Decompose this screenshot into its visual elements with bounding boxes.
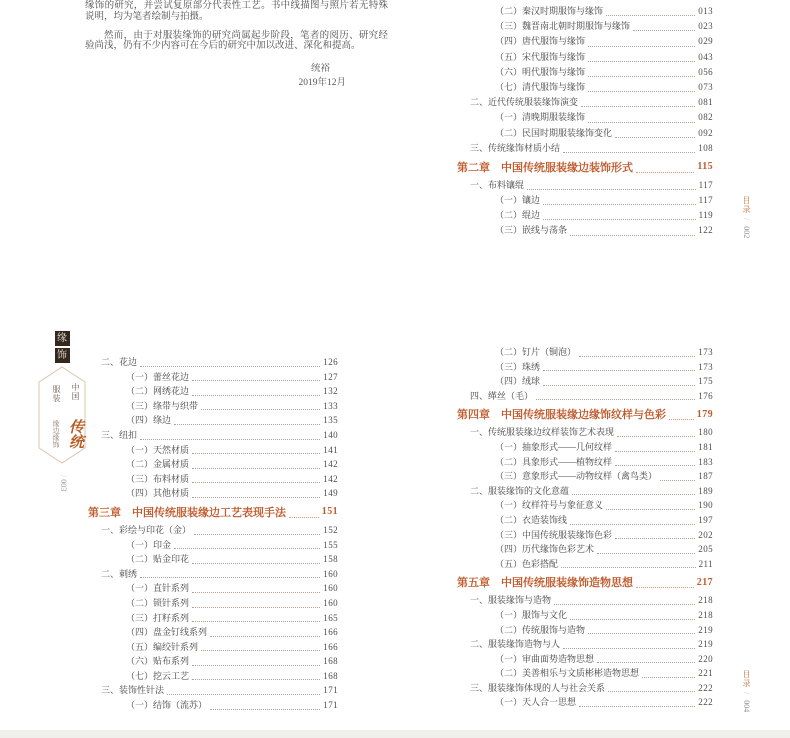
toc-entry-page: 189 (698, 485, 713, 496)
dot-leader (140, 366, 320, 367)
dot-leader (633, 30, 695, 31)
dot-leader (192, 395, 320, 396)
toc-entry-label: 一、传统服装缘边纹样装饰艺术表现 (470, 427, 615, 438)
dot-leader (579, 356, 695, 357)
toc-entry-label: （五）色彩搭配 (495, 558, 559, 569)
toc-entry-label: 三、服装缘饰体现的人与社会关系 (470, 682, 606, 693)
preface-paragraph: 然而，由于对服装缘饰的研究尚属起步阶段，笔者的阅历、研究经验尚浅，仍有不少内容可在今后的研究中加以改进、深化和提高。 (85, 30, 388, 52)
dot-leader (606, 509, 695, 510)
toc-entry-label: （一）直针系列 (126, 583, 190, 594)
dot-leader (194, 534, 320, 535)
toc-entry (88, 625, 338, 640)
toc-entry-page: 043 (698, 51, 713, 62)
dot-leader (561, 567, 696, 568)
toc-entry-label: （二）钉片（铜泡） (495, 347, 577, 357)
toc-entry (457, 652, 713, 667)
dot-leader (570, 524, 695, 525)
toc-entry-page: 122 (698, 225, 713, 236)
toc-entry-page: 183 (698, 456, 713, 467)
toc-entry-page: 155 (323, 539, 338, 550)
dot-leader (192, 380, 320, 381)
toc-chapter-entry (457, 403, 713, 425)
dot-leader (167, 694, 320, 695)
toc-entry (457, 542, 713, 557)
toc-entry-label: （三）意象形式——动物纹样（禽鸟类） (495, 471, 658, 482)
toc-entry-page: 173 (698, 347, 713, 357)
toc-entry-page: 119 (698, 210, 713, 221)
toc-entry-label: （四）唐代服饰与缘饰 (495, 36, 586, 47)
toc-entry-page: 023 (698, 21, 713, 32)
toc-entry-label: （三）嵌线与荡条 (495, 225, 568, 236)
dot-leader (570, 619, 695, 620)
toc-entry (457, 110, 713, 125)
toc-entry-label: （二）秦汉时期服饰与缘饰 (495, 6, 604, 16)
preface-date: 2019年12月 (298, 77, 346, 88)
dot-leader (192, 563, 320, 564)
logo-page-no: 003 (59, 479, 68, 492)
dot-leader (192, 621, 320, 622)
toc-entry-label: 第三章 中国传统服装缘边工艺表现手法 (88, 506, 286, 519)
dot-leader (642, 677, 695, 678)
toc-entry-page: 029 (698, 36, 713, 47)
dot-leader (588, 91, 695, 92)
toc-entry (457, 469, 713, 484)
toc-entry-page: 082 (698, 112, 713, 123)
dot-leader (201, 650, 320, 651)
toc-entry (457, 34, 713, 49)
preface-text-block (85, 1, 388, 89)
toc-entry-label: （二）衣造装饰线 (495, 514, 568, 525)
toc-entry (88, 581, 338, 596)
dot-leader (192, 679, 320, 680)
toc-entry-label: （二）锁针系列 (126, 597, 190, 608)
toc-entry-page: 127 (323, 371, 338, 382)
toc-entry-label: （六）贴布系列 (126, 656, 190, 667)
toc-entry-label: （四）绦边 (126, 415, 172, 426)
toc-entry (457, 528, 713, 543)
dot-leader (636, 172, 694, 173)
toc-entry-page: 158 (323, 554, 338, 565)
edge-marker-page-number: 004 (742, 700, 751, 713)
toc-entry-label: （三）打籽系列 (126, 612, 190, 623)
toc-entry (457, 374, 713, 389)
logo-title-text (38, 370, 86, 462)
toc-entry (457, 389, 713, 404)
toc-entry-label: （一）审曲面势造物思想 (495, 653, 595, 664)
dot-leader (192, 607, 320, 608)
toc-entry-label: （一）蕾丝花边 (126, 371, 190, 382)
toc-entry-label: （二）金属材质 (126, 459, 190, 470)
toc-entry-page: 142 (323, 459, 338, 470)
dot-leader (597, 553, 695, 554)
toc-entry (88, 399, 338, 414)
toc-entry-label: 一、布料镶绲 (470, 179, 525, 190)
dot-leader (210, 636, 320, 637)
dot-leader (289, 517, 319, 518)
dot-leader (588, 122, 695, 123)
toc-entry (457, 608, 713, 623)
toc-entry (457, 455, 713, 470)
dot-leader (615, 465, 695, 466)
logo-calligraphy: 传统 (67, 418, 83, 449)
edge-marker-slash: / (742, 692, 751, 697)
toc-entry-page: 013 (698, 6, 713, 16)
book-spine-logo (38, 331, 86, 498)
toc-entry (457, 557, 713, 572)
toc-entry (88, 611, 338, 626)
toc-entry-page: 181 (698, 441, 713, 452)
toc-entry-page: 168 (323, 656, 338, 667)
toc-entry-page: 218 (698, 609, 713, 620)
toc-entry (88, 698, 338, 713)
toc-entry (88, 538, 338, 553)
logo-subtitle: 缘边缘饰 (52, 419, 60, 448)
edge-marker-page-number: 002 (742, 226, 751, 239)
toc-entry-label: 二、服装缘饰的文化意蕴 (470, 485, 570, 496)
toc-entry-label: 二、花边 (101, 357, 138, 367)
toc-entry (457, 178, 713, 193)
dot-leader (543, 204, 696, 205)
toc-entry-label: （五）编绞针系列 (126, 641, 199, 652)
dot-leader (581, 106, 695, 107)
seal-stamp-icon: 饰 (55, 348, 70, 363)
toc-entry-page: 149 (323, 488, 338, 499)
toc-entry (457, 484, 713, 499)
toc-entry-page: 222 (698, 682, 713, 693)
toc-entry (457, 223, 713, 238)
dot-leader (563, 152, 695, 153)
logo-hexagon-frame (38, 366, 86, 464)
toc-entry-page: 141 (323, 444, 338, 455)
toc-entry-page: 132 (323, 386, 338, 397)
toc-entry-label: （三）魏晋南北朝时期服饰与缘饰 (495, 21, 631, 32)
toc-entry (457, 193, 713, 208)
toc-entry-label: （二）绲边 (495, 210, 541, 221)
toc-entry-page: 176 (698, 390, 713, 401)
toc-entry-label: （一）抽象形式——几何纹样 (495, 441, 613, 452)
toc-entry-page: 197 (698, 514, 713, 525)
toc-entry-page: 211 (698, 558, 713, 569)
toc-entry-label: （三）布料材质 (126, 473, 190, 484)
toc-entry (88, 457, 338, 472)
toc-column-bottom-right (457, 345, 713, 710)
toc-entry-page: 117 (698, 179, 713, 190)
toc-entry-label: （七）挖云工艺 (126, 670, 190, 681)
dot-leader (597, 662, 695, 663)
toc-entry-page: 151 (321, 506, 338, 518)
toc-entry-page: 220 (698, 653, 713, 664)
dot-leader (543, 385, 695, 386)
toc-entry (88, 596, 338, 611)
toc-entry (457, 126, 713, 141)
dot-leader (636, 587, 694, 588)
toc-entry (457, 80, 713, 95)
toc-entry (457, 637, 713, 652)
toc-entry-label: 第四章 中国传统服装缘边缘饰纹样与色彩 (457, 409, 666, 422)
toc-chapter-entry (457, 156, 713, 178)
toc-entry-page: 202 (698, 529, 713, 540)
toc-chapter-entry (457, 571, 713, 593)
toc-entry-label: （四）历代缘饰色彩艺术 (495, 544, 595, 555)
toc-entry (457, 666, 713, 681)
toc-entry (457, 440, 713, 455)
toc-entry (457, 498, 713, 513)
toc-entry-label: （四）盘金钉线系列 (126, 627, 208, 638)
toc-entry-page: 219 (698, 624, 713, 635)
toc-entry-label: （一）服饰与文化 (495, 609, 568, 620)
toc-entry-page: 221 (698, 668, 713, 679)
toc-entry-label: 第五章 中国传统服装缘饰造物思想 (457, 577, 633, 590)
toc-entry (88, 567, 338, 582)
edge-marker-slash: / (742, 218, 751, 223)
toc-entry-page: 218 (698, 595, 713, 606)
edge-marker-contents (741, 670, 751, 732)
dot-leader (140, 439, 320, 440)
toc-entry-label: 二、刺绣 (101, 568, 138, 579)
toc-entry-page: 142 (323, 473, 338, 484)
dot-leader (174, 548, 320, 549)
toc-entry-page: 165 (323, 612, 338, 623)
toc-entry (457, 695, 713, 710)
dot-leader (588, 76, 695, 77)
toc-entry-page: 175 (698, 376, 713, 387)
toc-entry-page: 092 (698, 127, 713, 138)
dot-leader (192, 482, 320, 483)
dot-leader (192, 453, 320, 454)
edge-marker-section-label: 目录 (742, 670, 751, 688)
toc-entry (88, 683, 338, 698)
toc-entry (88, 654, 338, 669)
toc-entry (457, 65, 713, 80)
dot-leader (563, 648, 695, 649)
toc-entry-label: （一）天人合一思想 (495, 697, 577, 708)
dot-leader (543, 370, 695, 371)
seal-stamp-icon: 缘 (55, 331, 70, 346)
toc-entry-page: 135 (323, 415, 338, 426)
toc-entry (88, 370, 338, 385)
dot-leader (615, 538, 695, 539)
toc-entry-label: （二）美善相乐与文质彬彬造物思想 (495, 668, 640, 679)
toc-entry-label: （一）结饰（流苏） (126, 700, 208, 711)
toc-entry-label: 三、装饰性针法 (101, 685, 165, 696)
edge-marker-section-label: 目录 (742, 196, 751, 214)
toc-entry-label: （三）中国传统服装缘饰色彩 (495, 529, 613, 540)
toc-entry (457, 19, 713, 34)
toc-entry (457, 513, 713, 528)
toc-entry (88, 443, 338, 458)
preface-paragraph: 缘饰的研究，并尝试复原部分代表性工艺。书中线描图与照片若无特殊说明，均为笔者绘制与拍摄。 (85, 1, 388, 22)
toc-entry (88, 413, 338, 428)
logo-title-part: 服装 (52, 384, 61, 403)
logo-slash: / (59, 474, 68, 478)
toc-entry-label: 二、服装缘饰造物与人 (470, 639, 561, 650)
toc-entry-page: 171 (323, 700, 338, 711)
toc-entry-label: （二）具象形式——植物纹样 (495, 456, 613, 467)
toc-entry-label: （一）印金 (126, 539, 172, 550)
dot-leader (669, 419, 694, 420)
dot-leader (192, 592, 320, 593)
toc-entry (88, 640, 338, 655)
toc-entry (457, 425, 713, 440)
toc-entry (457, 95, 713, 110)
toc-entry-label: （二）民国时期服装缘饰变化 (495, 127, 613, 138)
dot-leader (536, 399, 695, 400)
dot-leader (660, 480, 695, 481)
toc-entry-page: 117 (698, 195, 713, 206)
toc-entry (88, 384, 338, 399)
toc-entry-label: （四）绒球 (495, 376, 541, 387)
dot-leader (588, 61, 695, 62)
toc-entry (457, 345, 713, 360)
toc-entry-page: 160 (323, 597, 338, 608)
toc-entry (457, 360, 713, 375)
dot-leader (608, 691, 695, 692)
toc-entry-label: （五）宋代服饰与缘饰 (495, 51, 586, 62)
toc-entry-page: 180 (698, 427, 713, 438)
toc-entry-page: 081 (698, 97, 713, 108)
dot-leader (192, 665, 320, 666)
dot-leader (192, 468, 320, 469)
scan-bottom-edge (0, 730, 790, 738)
toc-entry-page: 205 (698, 544, 713, 555)
toc-entry-page: 190 (698, 500, 713, 511)
toc-entry (88, 355, 338, 370)
toc-entry (457, 4, 713, 19)
toc-entry-label: 三、纽扣 (101, 429, 138, 440)
toc-entry-page: 179 (696, 408, 713, 420)
dot-leader (174, 424, 320, 425)
preface-signature: 统裕 (310, 64, 330, 75)
toc-entry-page: 173 (698, 361, 713, 372)
toc-entry (88, 486, 338, 501)
toc-entry-label: （二）传统服饰与造物 (495, 624, 586, 635)
toc-entry-page: 108 (698, 142, 713, 153)
toc-entry (88, 552, 338, 567)
dot-leader (579, 706, 695, 707)
dot-leader (543, 219, 696, 220)
toc-entry-page: 133 (323, 400, 338, 411)
toc-entry-label: （二）贴金印花 (126, 554, 190, 565)
toc-entry-label: 二、近代传统服装缘饰演变 (470, 97, 579, 108)
dot-leader (588, 633, 695, 634)
toc-entry-label: 一、彩绘与印花（金） (101, 524, 192, 535)
dot-leader (570, 235, 695, 236)
toc-entry-label: （七）清代服饰与缘饰 (495, 81, 586, 92)
toc-entry-page: 217 (696, 576, 713, 588)
dot-leader (588, 46, 695, 47)
toc-column-top-right (457, 4, 713, 239)
toc-entry-page: 056 (698, 66, 713, 77)
dot-leader (210, 709, 320, 710)
toc-entry (88, 523, 338, 538)
toc-entry-label: （二）网绣花边 (126, 386, 190, 397)
toc-entry-label: 三、传统缘饰材质小结 (470, 142, 561, 153)
edge-marker-contents (741, 196, 751, 258)
toc-entry-page: 171 (323, 685, 338, 696)
toc-entry-page: 222 (698, 697, 713, 708)
toc-entry-label: （六）明代服饰与缘饰 (495, 66, 586, 77)
toc-entry (457, 50, 713, 65)
toc-entry-page: 160 (323, 583, 338, 594)
toc-entry (457, 681, 713, 696)
dot-leader (192, 497, 320, 498)
toc-entry-label: （一）天然材质 (126, 444, 190, 455)
toc-entry-page: 140 (323, 429, 338, 440)
toc-entry-label: （三）绦带与织带 (126, 400, 199, 411)
dot-leader (615, 451, 695, 452)
dot-leader (554, 604, 695, 605)
toc-entry (457, 208, 713, 223)
toc-entry-page: 073 (698, 81, 713, 92)
dot-leader (617, 436, 695, 437)
dot-leader (140, 577, 320, 578)
toc-column-bottom-left (88, 355, 338, 713)
toc-chapter-entry (88, 501, 338, 523)
logo-title-part: 中国 (71, 382, 80, 401)
toc-entry-page: 152 (323, 524, 338, 535)
dot-leader (527, 189, 696, 190)
dot-leader (615, 137, 695, 138)
toc-entry-page: 219 (698, 639, 713, 650)
toc-entry-page: 166 (323, 641, 338, 652)
toc-entry-label: （一）纹样符号与象征意义 (495, 500, 604, 511)
toc-entry-page: 126 (323, 357, 338, 367)
toc-entry (457, 623, 713, 638)
toc-entry-label: （三）珠绣 (495, 361, 541, 372)
toc-entry-label: 第二章 中国传统服装缘边装饰形式 (457, 161, 633, 174)
toc-entry (457, 593, 713, 608)
toc-entry-label: （四）其他材质 (126, 488, 190, 499)
toc-entry-label: （一）清晚期服装缘饰 (495, 112, 586, 123)
toc-entry-label: 四、缂丝（毛） (470, 390, 534, 401)
toc-entry-label: （一）镶边 (495, 195, 541, 206)
toc-entry (457, 141, 713, 156)
toc-entry-page: 168 (323, 670, 338, 681)
toc-entry (88, 669, 338, 684)
logo-page-number (58, 468, 68, 498)
toc-entry (88, 428, 338, 443)
toc-entry (88, 472, 338, 487)
dot-leader (606, 15, 695, 16)
dot-leader (201, 409, 320, 410)
toc-entry-page: 187 (698, 471, 713, 482)
toc-entry-page: 160 (323, 568, 338, 579)
dot-leader (572, 494, 695, 495)
toc-entry-page: 115 (697, 161, 713, 173)
toc-entry-page: 166 (323, 627, 338, 638)
toc-entry-label: 一、服装缘饰与造物 (470, 595, 552, 606)
